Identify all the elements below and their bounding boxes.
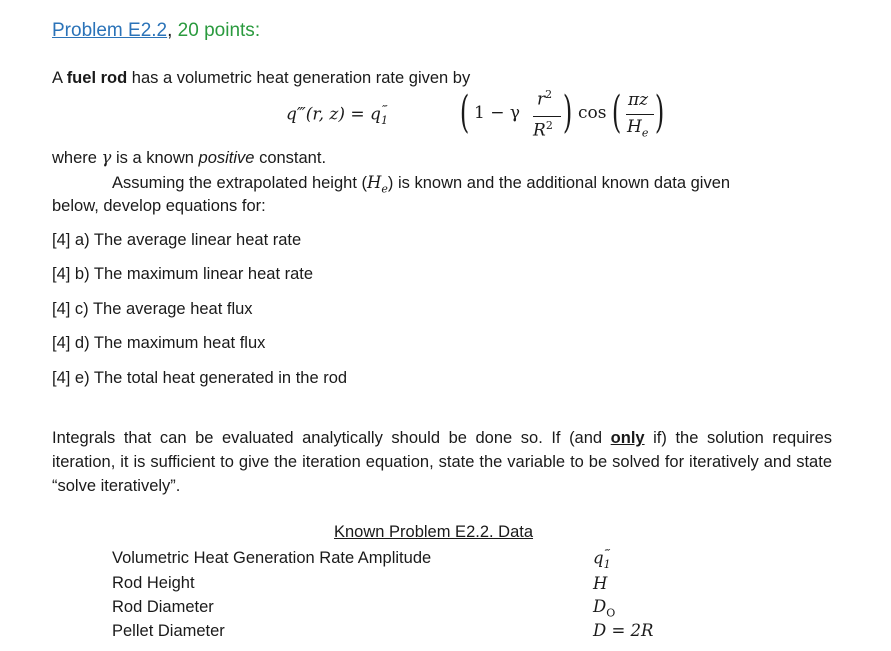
data-row-label-2: Rod Diameter [112,598,214,616]
frac1-bar [533,116,561,117]
only-emphasis: only [610,429,645,447]
assuming-line-2: below, develop equations for: [52,197,266,215]
equation-lhs: q‴(r, $z) = q_1^‴$ [286,103,388,128]
intro-line [52,69,470,88]
left-paren-1: ( [459,87,470,138]
intro-suffix: has a volumetric heat generation rate given by [127,69,471,87]
frac1-denominator: $R^2$ [533,119,553,141]
problem-link[interactable]: Problem E2.2 [52,20,168,41]
right-paren-2: ) [654,87,665,138]
heading-comma: , [167,20,173,41]
frac1-numerator: $r^2$ [537,88,553,110]
instructions-paragraph: Integrals that can be evaluated analytically should be done so. If (and only if) the solution requires iteration, it is sufficient to give the iteration equation, state the variable to be solved for iteratively and state “solve iteratively”. [52,429,832,495]
intro-bold-term: fuel rod [66,69,128,87]
task-item-e: [4] e) The total heat generated in the rod [52,369,348,387]
task-item-d: [4] d) The maximum heat flux [52,334,266,352]
assuming-line-1: Assuming the extrapolated height $(H_e)$ is known and the additional known data given [112,173,731,196]
fraction-piz-over-He [626,90,654,146]
data-row-label-1: Rod Height [112,574,195,592]
frac2-numerator: πz [628,90,649,110]
right-paren-1: ) [562,87,573,138]
task-item-c: [4] c) The average heat flux [52,300,253,318]
positive-emphasis: positive [198,149,255,167]
frac2-bar [626,114,654,115]
points-label: 20 points [172,20,255,41]
He-symbol: $H_e$ [367,173,388,196]
equation-one-minus: 1 − γ [474,103,521,123]
left-paren-2: ( [611,87,622,138]
data-row-symbol-1: H [593,574,608,593]
intro-prefix: A [52,69,67,87]
equation-cos: cos [578,103,607,123]
where-line: where γ is a known positive constant. [52,148,327,167]
data-row-symbol-3: D = 2R [593,621,654,640]
task-item-a: [4] a) The average linear heat rate [52,231,302,249]
heading-colon: : [254,20,261,41]
problem-heading [52,20,260,42]
fraction-r2-over-R2 [533,88,561,144]
data-row-symbol-2: $D_O$ [593,597,616,620]
data-table-title: Known Problem E2.2. Data [334,523,534,541]
task-item-b: [4] b) The maximum linear heat rate [52,265,314,283]
data-row-symbol-0: $q_1^‴$ [593,547,611,571]
gamma-symbol: γ [101,148,112,167]
frac2-denominator: $H_e$ [627,117,649,140]
data-row-label-0: Volumetric Heat Generation Rate Amplitude [112,549,432,567]
data-row-label-3: Pellet Diameter [112,622,225,640]
